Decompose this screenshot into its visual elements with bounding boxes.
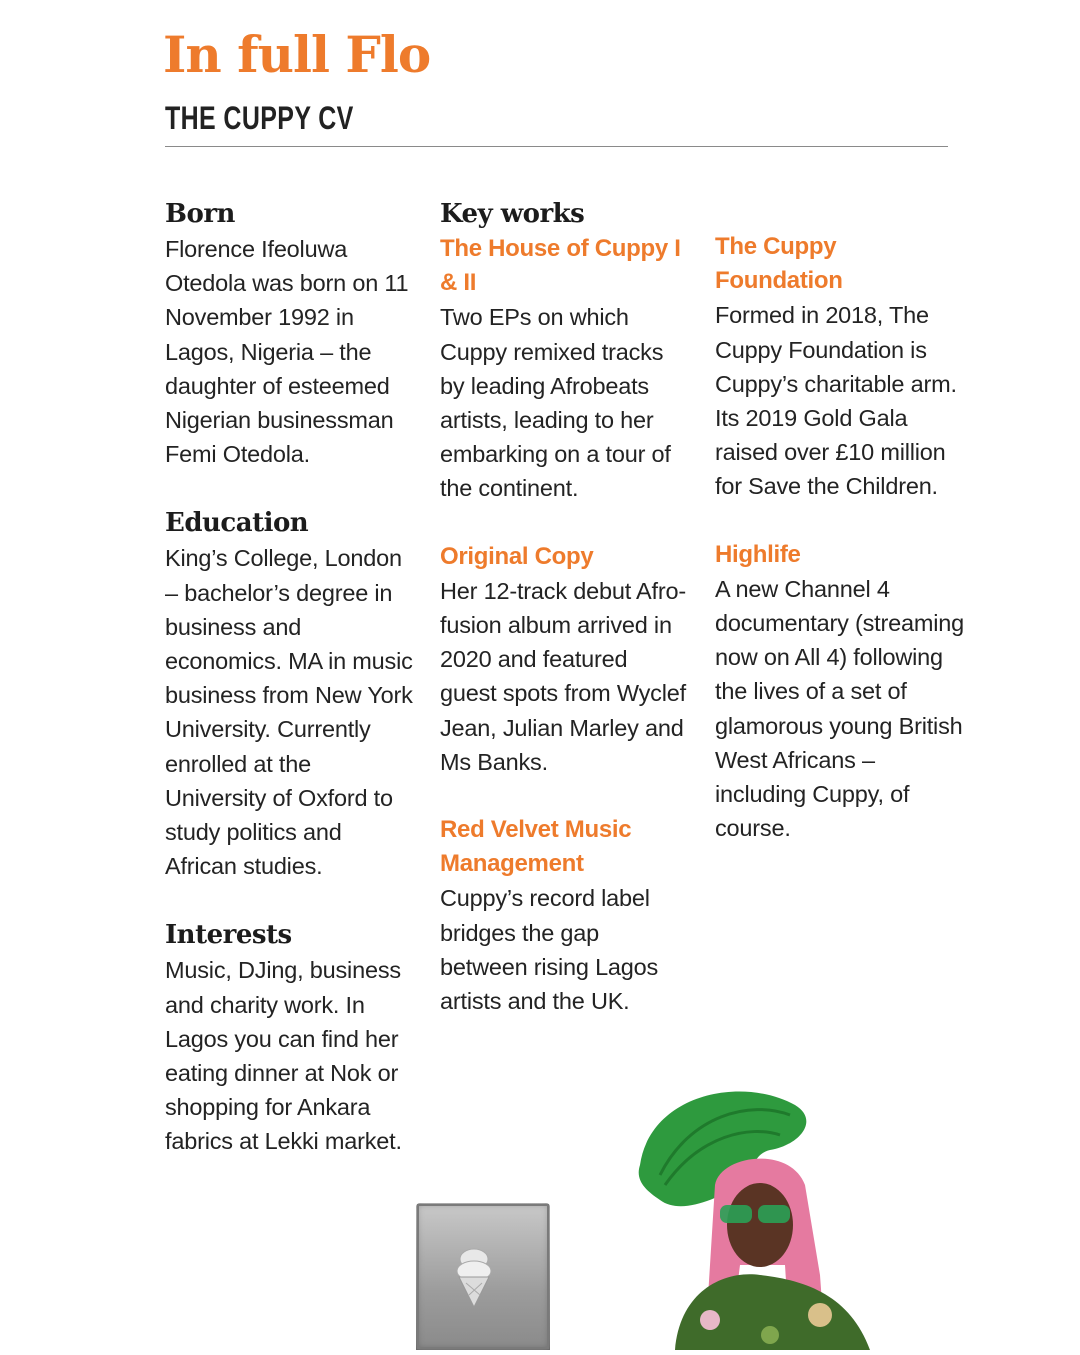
born-text: Florence Ifeoluwa Otedola was born on 11 November 1992 in Lagos, Nigeria – the daughter of esteemed Nigerian businessman Femi Otedola. [165, 236, 409, 468]
born-heading: Born [165, 199, 235, 229]
key-work-title: Original Copy [440, 542, 594, 570]
column-middle [440, 196, 690, 1018]
education-heading: Education [165, 508, 309, 539]
key-work-item [440, 232, 690, 506]
gift-box-image [416, 1203, 550, 1350]
key-work-title: Red Velvet Music Management [440, 816, 632, 878]
right-item-text: Formed in 2018, The Cuppy Foundation is Cuppy’s charitable arm. Its 2019 Gold Gala raised over £10 million for Save the Children. [715, 302, 957, 500]
right-item [715, 538, 965, 846]
right-item [715, 230, 965, 504]
portrait-image [620, 1075, 920, 1350]
header-divider [165, 146, 948, 147]
right-item-title: Highlife [715, 540, 801, 568]
key-work-text: Her 12-track debut Afro-fusion album arrived in 2020 and featured guest spots from Wyclef Jean, Julian Marley and Ms Banks. [440, 577, 686, 775]
key-work-text: Cuppy’s record label bridges the gap between rising Lagos artists and the UK. [440, 885, 659, 1015]
page-title: In full Flo [163, 25, 431, 84]
key-works-heading: Key works [440, 199, 585, 229]
key-work-item [440, 540, 690, 779]
page-subtitle: THE CUPPY CV [165, 100, 354, 136]
column-left [165, 196, 415, 1159]
key-work-item [440, 813, 690, 1018]
key-work-text: Two EPs on which Cuppy remixed tracks by leading Afrobeats artists, leading to her embarking on a tour of the continent. [440, 304, 671, 502]
interests-section [165, 917, 415, 1158]
born-section [165, 196, 415, 471]
right-item-text: A new Channel 4 documentary (streaming now on All 4) following the lives of a set of glamorous young British West Africans – including Cuppy, of course. [715, 575, 964, 842]
interests-text: Music, DJing, business and charity work. In Lagos you can find her eating dinner at Nok or shopping for Ankara fabrics at Lekki market. [165, 957, 402, 1155]
education-section [165, 505, 415, 883]
right-item-title: The Cuppy Foundation [715, 233, 843, 295]
ice-cream-icon [416, 1203, 550, 1350]
interests-heading: Interests [165, 920, 292, 951]
education-text: King’s College, London – bachelor’s degree in business and economics. MA in music business from New York University. Currently enrolled at the University of Oxford to study politics and African studies. [165, 545, 413, 880]
column-right [715, 230, 965, 845]
key-work-title: The House of Cuppy I & II [440, 235, 681, 297]
